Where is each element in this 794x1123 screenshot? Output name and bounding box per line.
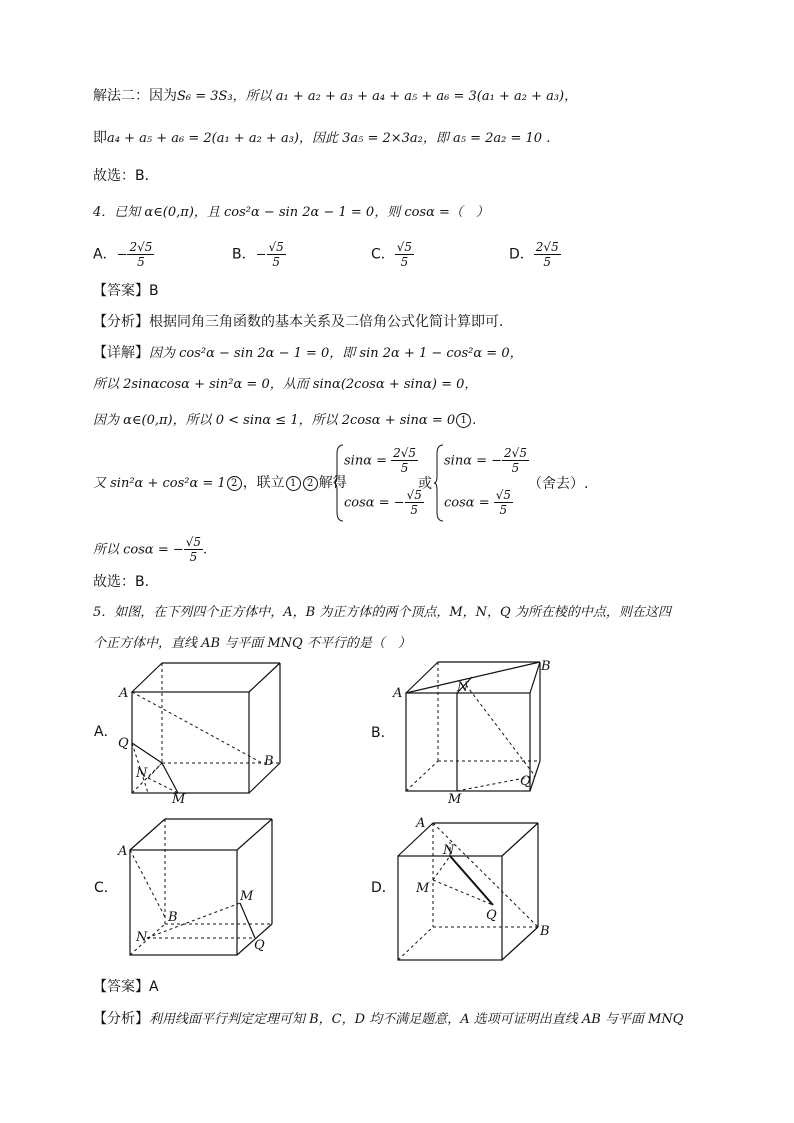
system1-row2-den: 5 [410, 503, 419, 517]
question5-line1: 5．如图，在下列四个正方体中，A，B 为正方体的两个顶点，M，N，Q 为所在棱的中点，则在这四 [93, 605, 671, 620]
figure-a-point-n: N [136, 766, 148, 781]
analysis-tag: 【分析】 [93, 314, 149, 330]
q4-option-a [93, 240, 154, 269]
q4-detail5-end: . [203, 542, 208, 558]
q4-option-a-den: 5 [137, 255, 145, 269]
system2-row2-den: 5 [499, 503, 508, 517]
system2-brace [434, 444, 444, 522]
q4-option-a-label: A． [93, 246, 117, 263]
figure-d-point-b: B [540, 924, 550, 939]
system2-row2 [444, 488, 513, 517]
system2-row1-num: 2√5 [504, 446, 527, 460]
q4-detail5-frac [184, 535, 203, 564]
q4-detail-line1 [93, 343, 523, 364]
cube-figure-b [371, 659, 551, 807]
q4-option-c-num: √5 [396, 240, 413, 254]
q4-option-a-sign: − [116, 247, 128, 263]
figure-d-point-n: N [443, 843, 455, 858]
circled-2: 2 [227, 476, 242, 491]
q4-option-b-fraction [267, 240, 286, 269]
q4-option-b-sign: − [255, 247, 267, 263]
q4-detail-line3 [93, 410, 476, 431]
figure-c-point-m: M [240, 889, 254, 904]
cube-figure-d [371, 816, 550, 960]
question5-line2: 个正方体中，直线 AB 与平面 MNQ 不平行的是（ ） [93, 636, 411, 651]
q4-analysis: 根据同角三角函数的基本关系及二倍角公式化简计算即可. [149, 314, 504, 330]
solution2-line1 [93, 86, 577, 107]
q5-analysis-line [93, 1009, 683, 1030]
q4-option-b-num: √5 [268, 240, 284, 254]
figure-b-point-b: B [541, 659, 551, 674]
q5-analysis: 利用线面平行判定定理可知 B，C，D 均不满足题意，A 选项可证明出直线 AB 与平面 MNQ [149, 1012, 684, 1027]
discard-note: （舍去）. [528, 476, 589, 492]
q4-option-d-den: 5 [543, 255, 552, 269]
system1-row1-den: 5 [400, 461, 409, 475]
detail-tag: 【详解】 [93, 345, 149, 361]
system2-row2-frac [494, 488, 513, 517]
q4-option-b [232, 240, 286, 269]
solution2-line2 [93, 128, 550, 149]
system1-row1 [344, 446, 418, 475]
q4-option-b-label: B． [232, 246, 256, 263]
circled-2b: 2 [303, 476, 318, 491]
figure-b-point-m: M [448, 792, 462, 807]
q4-detail1: 因为 cos²α − sin 2α − 1 = 0，即 sin 2α + 1 − cos²α = 0， [149, 346, 523, 361]
figure-b-point-n: N [457, 680, 469, 695]
figure-c-point-a: A [118, 844, 128, 859]
system1-row1-frac [391, 446, 418, 475]
q4-detail-line4 [93, 473, 347, 494]
system2-row1 [444, 446, 529, 475]
cube-figures [0, 655, 794, 975]
q4-final-choice: 故选：B. [93, 574, 150, 590]
q4-option-d-label: D． [509, 246, 534, 263]
q4-detail4-combine: ，联立 [242, 475, 285, 491]
system1-row2 [344, 488, 424, 517]
q4-detail-line2: 所以 2sinαcosα + sin²α = 0，从而 sinα(2cosα + sinα) = 0， [93, 377, 478, 392]
q5-answer-line [93, 977, 159, 997]
choose-b-line: 故选：B． [93, 168, 159, 184]
cube-figure-c [94, 819, 272, 955]
figure-b-label: B． [371, 725, 395, 741]
q4-option-a-fraction [127, 240, 154, 269]
q4-option-c-fraction [395, 240, 414, 269]
answer-tag: 【答案】 [93, 283, 149, 299]
circled-1: 1 [456, 413, 471, 428]
solution2-formula2: a₄ + a₅ + a₆ = 2(a₁ + a₂ + a₃)，因此 3a₅ = 2×3a₂，即 a₅ = 2a₂ = 10 . [107, 131, 551, 146]
figure-b-point-a: A [393, 686, 403, 701]
q4-detail-line5 [93, 535, 207, 564]
q4-option-c-den: 5 [400, 255, 409, 269]
q4-detail4-solve: 解得 [318, 475, 347, 491]
figure-b-point-q: Q [520, 774, 531, 789]
q4-option-d-fraction [534, 240, 561, 269]
question4-stem [93, 202, 489, 223]
q4-detail5: 所以 cosα = − [93, 542, 184, 558]
q4-detail5-den: 5 [189, 550, 198, 564]
figure-c-point-n: N [136, 930, 148, 945]
figure-d-point-m: M [416, 881, 430, 896]
figure-c-label: C． [94, 880, 118, 896]
system1-row1-lhs: sinα = [344, 453, 392, 469]
figure-a-label: A． [94, 724, 118, 740]
figure-d-point-q: Q [486, 908, 497, 923]
q4-option-c-label: C． [371, 246, 395, 263]
q4-option-d [509, 240, 561, 269]
system1-brace [334, 444, 344, 522]
system2-row1-lhs: sinα = − [444, 453, 503, 469]
q5-analysis-tag: 【分析】 [93, 1011, 149, 1027]
system1-row1-num: 2√5 [393, 446, 417, 460]
q4-option-a-num: 2√5 [129, 240, 153, 254]
question4-text: 4．已知 α∈(0,π)，且 cos²α − sin 2α − 1 = 0，则 cosα =（ ） [93, 205, 489, 220]
q4-detail4-identity: 又 sin²α + cos²α = 1 [93, 476, 226, 491]
q4-option-d-num: 2√5 [535, 240, 559, 254]
system1-row2-num: √5 [406, 488, 422, 502]
q4-analysis-line [93, 312, 503, 332]
figure-c-point-q: Q [254, 938, 265, 953]
q4-detail3: 因为 α∈(0,π)，所以 0 < sinα ≤ 1，所以 2cosα + sinα = 0 [93, 413, 456, 428]
q4-detail3-end: . [472, 413, 477, 428]
system2-row1-den: 5 [511, 461, 520, 475]
system2-row2-lhs: cosα = [444, 495, 494, 511]
system2-row1-frac [502, 446, 529, 475]
q5-answer-tag: 【答案】 [93, 979, 149, 995]
figure-d-point-a: A [416, 816, 426, 831]
system2-row2-num: √5 [495, 488, 511, 502]
q4-answer: B [149, 283, 159, 299]
solution2-formula1: S₆ = 3S₃，所以 a₁ + a₂ + a₃ + a₄ + a₅ + a₆ = 3(a₁ + a₂ + a₃)， [177, 89, 578, 104]
figure-d-label: D． [371, 880, 396, 896]
solution2-prefix: 解法二：因为 [93, 88, 177, 104]
figure-a-point-m: M [172, 792, 186, 807]
or-word: 或 [418, 476, 432, 492]
q4-detail5-num: √5 [185, 535, 202, 549]
solution2-prefix2: 即 [93, 130, 107, 146]
figure-a-point-q: Q [118, 736, 129, 751]
figure-a-point-a: A [119, 686, 129, 701]
q4-option-c [371, 240, 414, 269]
q4-answer-line [93, 281, 159, 301]
circled-1b: 1 [286, 476, 301, 491]
figure-c-point-b: B [168, 910, 178, 925]
q4-option-b-den: 5 [272, 255, 280, 269]
system1-row2-lhs: cosα = − [344, 495, 405, 511]
figure-a-point-b: B [264, 754, 274, 769]
q5-answer: A [149, 979, 159, 995]
cube-figure-a [94, 663, 280, 807]
